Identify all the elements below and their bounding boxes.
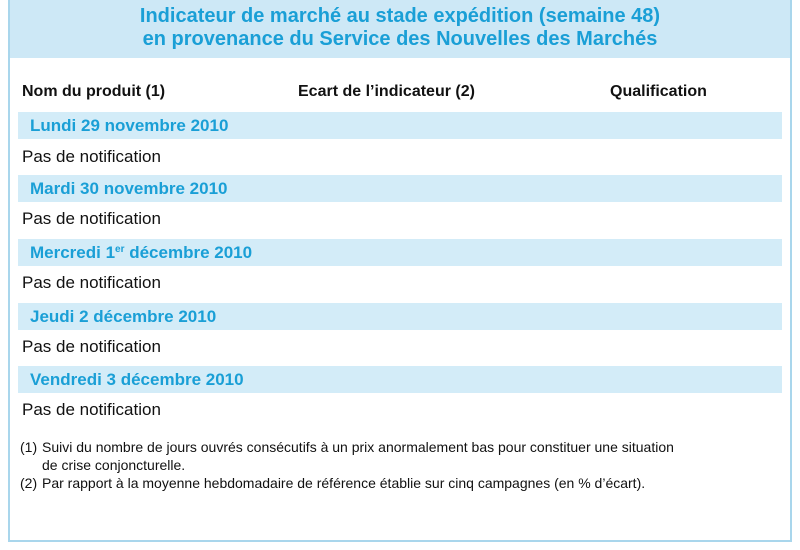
title-line-1: Indicateur de marché au stade expédition (semaine 48) xyxy=(139,5,661,27)
column-header-indicator-gap: Ecart de l’indicateur (2) xyxy=(298,83,475,100)
footnote-marker: (2) xyxy=(20,475,38,491)
day-label: Mardi 30 novembre 2010 xyxy=(30,179,228,198)
day-label: Vendredi 3 décembre 2010 xyxy=(30,370,244,389)
day-label-main: Mercredi 1 xyxy=(30,243,116,262)
footnote-1-continuation: de crise conjoncturelle. xyxy=(42,457,186,473)
day-band-wednesday xyxy=(18,239,782,266)
title-line-2: en provenance du Service des Nouvelles des Marchés xyxy=(142,28,658,50)
day-note: Pas de notification xyxy=(22,337,161,356)
day-note: Pas de notification xyxy=(22,400,161,419)
title-band xyxy=(10,0,790,58)
day-note: Pas de notification xyxy=(22,273,161,292)
day-band-thursday xyxy=(18,303,782,330)
footnote-marker: (1) xyxy=(20,439,38,455)
day-note: Pas de notification xyxy=(22,147,161,166)
day-band-tuesday xyxy=(18,175,782,202)
footnote-1 xyxy=(20,438,674,456)
column-header-qualification: Qualification xyxy=(610,83,707,100)
day-label xyxy=(30,239,252,266)
day-band-friday xyxy=(18,366,782,393)
footnote-2 xyxy=(20,474,645,492)
day-label-superscript: er xyxy=(115,244,125,255)
day-label-rest: décembre 2010 xyxy=(124,243,253,262)
day-label: Jeudi 2 décembre 2010 xyxy=(30,307,217,326)
column-header-product: Nom du produit (1) xyxy=(22,83,166,100)
day-note: Pas de notification xyxy=(22,209,161,228)
day-label: Lundi 29 novembre 2010 xyxy=(30,116,229,135)
day-band-monday xyxy=(18,112,782,139)
footnote-text: Par rapport à la moyenne hebdomadaire de référence établie sur cinq campagnes (en % d’écart). xyxy=(42,475,646,491)
footnote-text: Suivi du nombre de jours ouvrés consécutifs à un prix anormalement bas pour constituer une situation xyxy=(42,439,674,455)
